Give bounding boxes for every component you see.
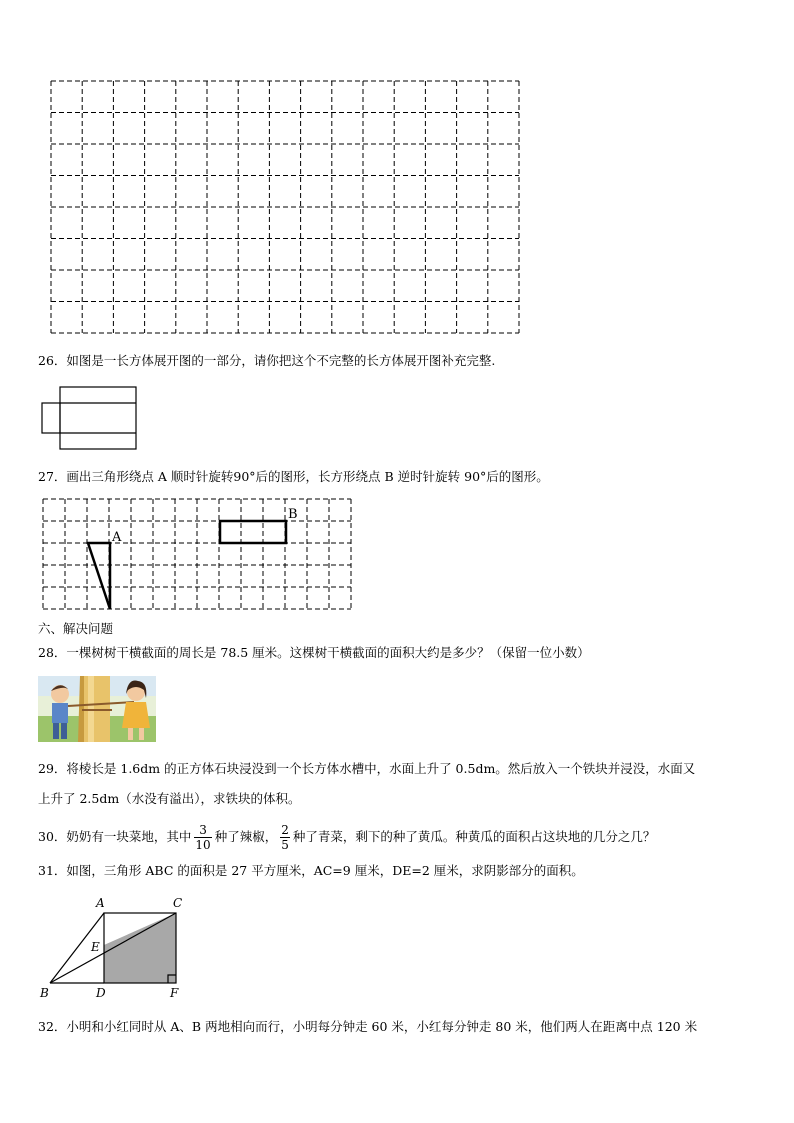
question-31 (38, 862, 584, 880)
fraction-2-denominator: 5 (281, 838, 289, 852)
fraction-1-numerator: 3 (194, 823, 211, 838)
point-a-label: A (112, 530, 122, 545)
question-29-line-2 (38, 790, 300, 808)
rotation-grid-figure (42, 496, 356, 612)
fraction-three-tenths (194, 823, 211, 852)
question-30-text-1: 奶奶有一块菜地，其中 (66, 829, 192, 844)
tree-measuring-illustration (38, 676, 156, 742)
question-31-text: 如图，三角形 ABC 的面积是 27 平方厘米，AC=9 厘米，DE=2 厘米，求阴影部分的面积。 (66, 863, 584, 878)
rectangle-shape (220, 521, 286, 543)
question-32-text: 小明和小红同时从 A、B 两地相向而行，小明每分钟走 60 米，小红每分钟走 80 米，他们两人在距离中点 120 米 (66, 1019, 698, 1034)
question-27-text: 画出三角形绕点 A 顺时针旋转90°后的图形，长方形绕点 B 逆时针旋转 90°后的图形。 (66, 469, 549, 484)
point-b-label: B (288, 507, 298, 522)
question-30-text-3: 种了青菜，剩下的种了黄瓜。种黄瓜的面积占这块地的几分之几？ (292, 829, 656, 844)
shaded-region (104, 913, 176, 983)
question-26 (38, 352, 495, 370)
question-29-number: 29． (38, 761, 67, 776)
question-31-number: 31． (38, 863, 67, 878)
label-c: C (173, 896, 183, 910)
cuboid-net-figure (40, 385, 140, 453)
section-title: 六、解决问题 (38, 621, 114, 636)
label-a: A (96, 896, 105, 910)
label-e: E (91, 940, 100, 954)
question-28-text: 一棵树树干横截面的周长是 78.5 厘米。这棵树干横截面的面积大约是多少？（保留一位小数） (66, 645, 590, 660)
top-dashed-grid (50, 80, 522, 335)
triangle-abc-figure (36, 893, 192, 1003)
question-29-text-1: 将棱长是 1.6dm 的正方体石块浸没到一个长方体水槽中，水面上升了 0.5dm。然后放入一个铁块并浸没，水面又 (66, 761, 696, 776)
question-30-number: 30． (38, 829, 67, 844)
fraction-two-fifths (280, 823, 290, 852)
label-d: D (96, 986, 106, 1000)
question-28 (38, 644, 590, 662)
label-b: B (40, 986, 49, 1000)
fraction-1-denominator: 10 (195, 838, 211, 852)
question-26-text: 如图是一长方体展开图的一部分，请你把这个不完整的长方体展开图补充完整. (66, 353, 496, 368)
question-32-number: 32． (38, 1019, 67, 1034)
question-28-number: 28． (38, 645, 67, 660)
question-32 (38, 1018, 697, 1036)
question-30 (38, 818, 655, 856)
question-26-number: 26． (38, 353, 67, 368)
question-30-text-2: 种了辣椒， (214, 829, 278, 844)
triangle-shape (88, 543, 110, 609)
question-29-text-2: 上升了 2.5dm（水没有溢出），求铁块的体积。 (38, 791, 301, 806)
label-f: F (170, 986, 179, 1000)
question-27-number: 27． (38, 469, 67, 484)
question-29-line-1 (38, 760, 695, 778)
question-27 (38, 468, 549, 486)
fraction-2-numerator: 2 (281, 823, 289, 837)
